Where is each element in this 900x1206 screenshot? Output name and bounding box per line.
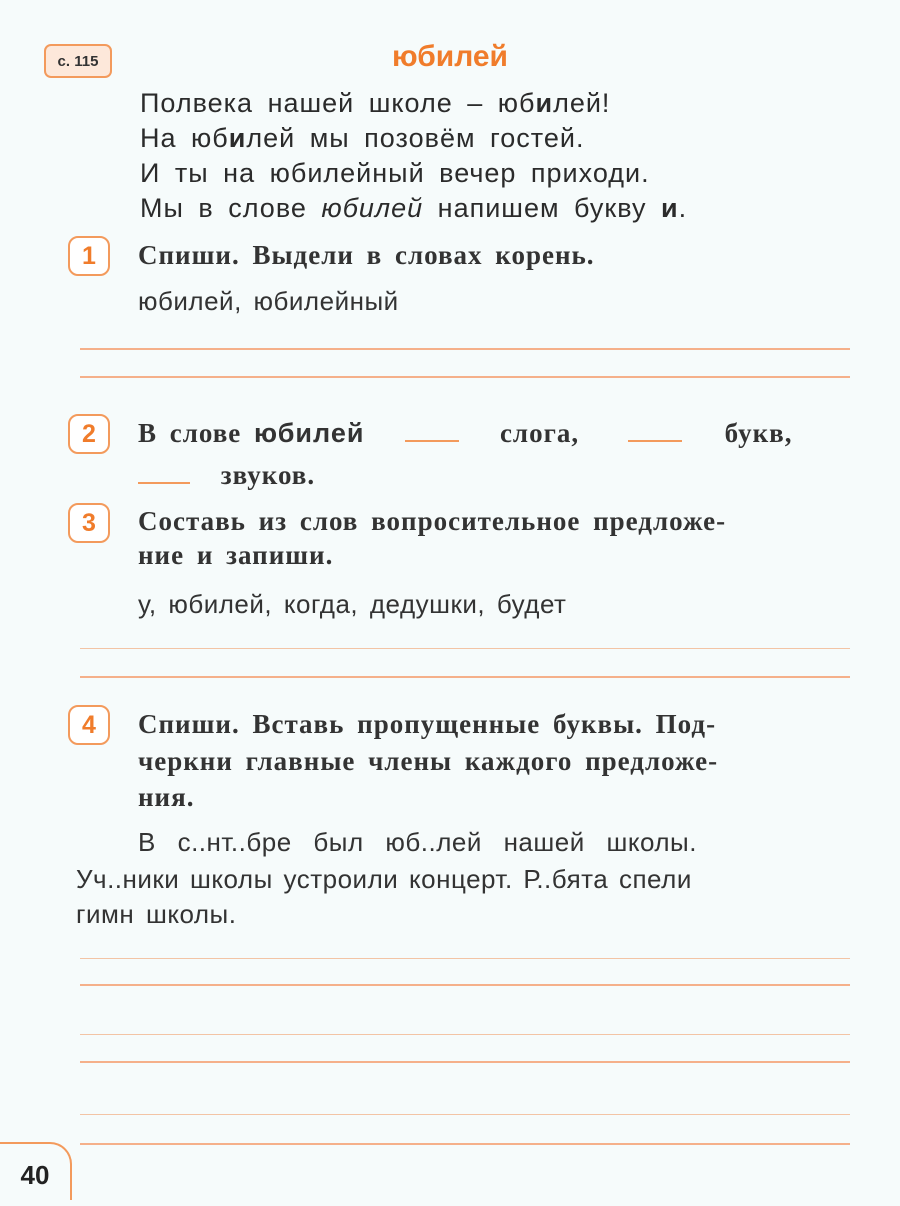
highlighted-letter: и: [535, 88, 554, 118]
task-3-instruction-line-2: ние и запиши.: [138, 540, 334, 570]
writing-line[interactable]: [80, 348, 850, 350]
task-4-instruction-line-3: ния.: [138, 782, 195, 812]
task-1-words: юбилей, юбилейный: [138, 286, 399, 316]
task-number-1: 1: [68, 236, 110, 276]
poem-text: Мы в слове: [140, 193, 322, 223]
poem-text: На юб: [140, 123, 229, 153]
italic-word: юбилей: [321, 193, 424, 223]
writing-line[interactable]: [80, 376, 850, 378]
task-2-line-2: [138, 460, 315, 491]
task-4-instruction-line-2: черкни главные члены каждого предложе-: [138, 746, 719, 776]
task-2-text: букв,: [724, 418, 793, 448]
writing-line[interactable]: [80, 1034, 850, 1035]
poem-text: .: [678, 193, 688, 223]
page-reference-badge: с. 115: [44, 44, 112, 78]
page-number: 40: [0, 1142, 72, 1200]
poem-line-3: И ты на юбилейный вечер приходи.: [140, 158, 650, 188]
answer-blank-letters[interactable]: [628, 420, 682, 442]
task-2-line-1: [138, 418, 853, 449]
poem-line-1: [140, 86, 687, 121]
task-4-sentence-line-1: В с..нт..бре был юб..лей нашей школы.: [138, 827, 697, 857]
poem-text: напишем букву: [423, 193, 661, 223]
task-3-instruction-line-1: Составь из слов вопросительное предложе-: [138, 506, 727, 536]
poem-text: лей мы позовём гостей.: [246, 123, 585, 153]
task-2-text: слога,: [499, 418, 580, 448]
poem-line-4: [140, 191, 687, 226]
task-1-instruction: Спиши. Выдели в словах корень.: [138, 240, 595, 270]
task-4-instruction-line-1: Спиши. Вставь пропущенные буквы. Под-: [138, 709, 717, 739]
task-4-sentence-line-2: Уч..ники школы устроили концерт. Р..бята спели: [76, 864, 692, 894]
highlighted-letter: и: [660, 193, 679, 223]
task-number-2: 2: [68, 414, 110, 454]
writing-line[interactable]: [80, 1114, 850, 1115]
task-3-words: у, юбилей, когда, дедушки, будет: [138, 589, 567, 619]
task-number-3: 3: [68, 503, 110, 543]
writing-line[interactable]: [80, 984, 850, 986]
poem: [140, 86, 687, 226]
writing-line[interactable]: [80, 648, 850, 649]
task-number-4: 4: [68, 705, 110, 745]
task-2-word: юбилей: [254, 418, 365, 448]
page-title: юбилей: [392, 40, 508, 73]
poem-text: лей!: [553, 88, 611, 118]
writing-line[interactable]: [80, 958, 850, 959]
poem-text: Полвека нашей школе – юб: [140, 88, 536, 118]
answer-blank-sounds[interactable]: [138, 462, 190, 484]
highlighted-letter: и: [228, 123, 247, 153]
writing-line[interactable]: [80, 676, 850, 678]
writing-line[interactable]: [80, 1061, 850, 1063]
task-4-sentence-line-3: гимн школы.: [76, 899, 237, 929]
task-2-text: звуков.: [220, 460, 316, 490]
task-2-text: В слове: [138, 418, 255, 448]
poem-line-2: [140, 121, 687, 156]
answer-blank-syllables[interactable]: [405, 420, 459, 442]
writing-line[interactable]: [80, 1143, 850, 1145]
